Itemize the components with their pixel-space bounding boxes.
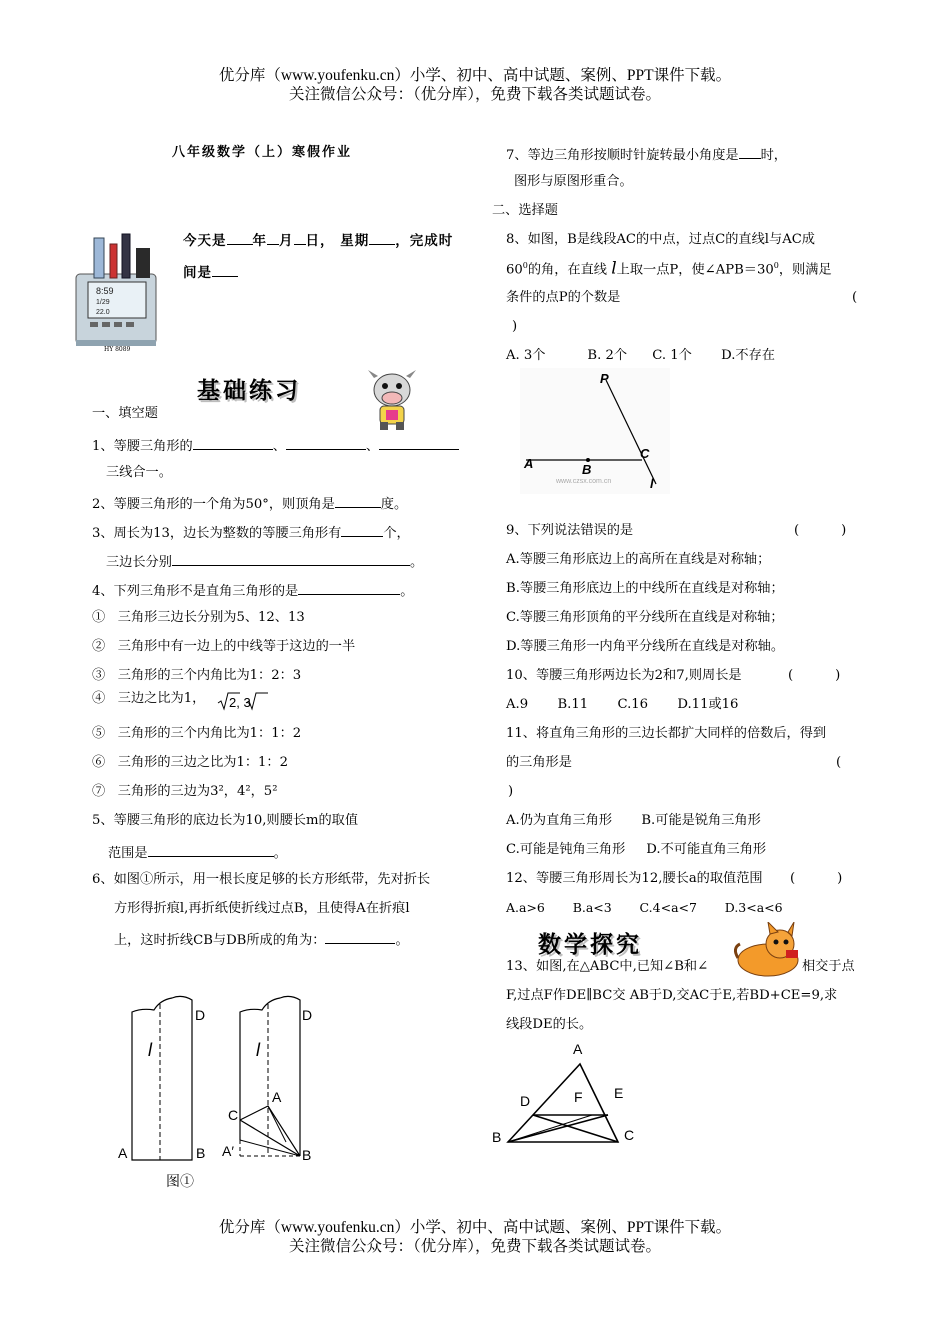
banner-math-explore: 数学探究 [538, 932, 642, 958]
question-2: 2、等腰三角形的一个角为50°，则顶角是 度。 [92, 493, 407, 514]
q4-option-2: ② 三角形中有一边上的中线等于这边的一半 [92, 639, 356, 654]
fig13-label-C: C [624, 1127, 635, 1143]
fig8-watermark: www.czsx.com.cn [556, 478, 612, 485]
fig13-label-F: F [574, 1089, 583, 1105]
question-8-line-3: 条件的点P的个数是 [506, 290, 621, 305]
clock-caption: HY 8089 [104, 346, 131, 353]
q4-option-3: ③ 三角形的三个内角比为1：2：3 [92, 668, 302, 683]
q4-option-5: ⑤ 三角形的三个内角比为1：1：2 [92, 726, 302, 741]
svg-text:22.0: 22.0 [96, 309, 110, 316]
question-12-paren: ( ) [790, 871, 843, 886]
q4-radicals-text: 2, 3 [229, 695, 251, 710]
fig1-label-A2: A [272, 1089, 282, 1105]
fig1-label-Aprime: A′ [222, 1143, 234, 1159]
section-multiple-choice: 二、选择题 [492, 203, 558, 218]
fig1-label-B1: B [196, 1145, 206, 1161]
question-8: 8、如图，B是线段AC的中点，过点C的直线l与AC成 [506, 232, 815, 247]
header-line-1: 优分库（www.youfenku.cn）小学、初中、高中试题、案例、PPT课件下载。 [218, 67, 732, 84]
banner-basic-practice: 基础练习 [197, 378, 301, 404]
question-1: 1、等腰三角形的 、 、 [92, 435, 459, 456]
question-3-tail: 三边长分别 。 [106, 551, 423, 572]
fig1-label-l2: l [256, 1040, 260, 1060]
q4-radicals [216, 690, 272, 714]
question-6-line-3: 上，这时折线CB与DB所成的角为： 。 [114, 929, 409, 950]
question-8-line-2: $60^0$的角，在直线 l上取一点P，使$\angle APB=30^0$，则满足 [506, 258, 832, 279]
question-11-line-2: 的三角形是 [506, 755, 572, 770]
fig1-label-C: C [228, 1107, 239, 1123]
q4-option-1: ① 三角形三边长分别为5、12、13 [92, 610, 305, 625]
cat-mascot-image [732, 922, 802, 980]
q4-option-7: ⑦ 三角形的三边为3²，4²，5² [92, 784, 278, 799]
fig13-label-E: E [614, 1085, 624, 1101]
question-9-paren: ( ) [794, 523, 847, 538]
cow-mascot-image [364, 368, 420, 432]
question-1-tail: 三线合一。 [106, 465, 172, 480]
q4-option-6: ⑥ 三角形的三边之比为1：1：2 [92, 755, 288, 770]
svg-text:1/29: 1/29 [96, 299, 110, 306]
footer-line-1: 优分库（www.youfenku.cn）小学、初中、高中试题、案例、PPT课件下载。 [218, 1219, 732, 1236]
question-11-paren-left: ( [836, 755, 842, 770]
question-5: 5、等腰三角形的底边长为10,则腰长m的取值 [92, 813, 359, 828]
figure-8 [520, 368, 670, 494]
question-9: 9、下列说法错误的是 [506, 523, 634, 538]
fig8-label-P: P [600, 371, 609, 386]
question-10: 10、等腰三角形两边长为2和7,则周长是 [506, 668, 742, 683]
question-8-paren-right: ) [512, 319, 518, 334]
question-13-line-3: 线段DE的长。 [506, 1017, 593, 1032]
figure-1-caption: 图① [166, 1174, 194, 1190]
question-11-choices-2: C.可能是钝角三角形 D.不可能直角三角形 [506, 842, 767, 857]
fig8-label-B: B [582, 462, 592, 477]
question-12-choices: A.a>6 B.a<3 C.4<a<7 D.3<a<6 [506, 900, 783, 915]
question-10-choices: A.9 B.11 C.16 D.11或16 [506, 697, 739, 712]
question-7-tail: 图形与原图形重合。 [514, 174, 633, 189]
q9-option-c: C.等腰三角形顶角的平分线所在直线是对称轴； [506, 610, 784, 625]
question-4: 4、下列三角形不是直角三角形的是 。 [92, 580, 413, 601]
question-3: 3、周长为13，边长为整数的等腰三角形有 个， [92, 522, 410, 543]
fig13-label-A: A [573, 1041, 583, 1057]
q9-option-a: A.等腰三角形底边上的高所在直线是对称轴； [506, 552, 771, 567]
question-8-paren-left: ( [852, 290, 858, 305]
fig8-label-A: A [524, 456, 534, 471]
fig1-label-A1: A [118, 1145, 128, 1161]
fig13-label-B: B [492, 1129, 502, 1145]
date-line: 今天是 年 月 日， 星期 ，完成时 [183, 230, 453, 250]
fig1-label-B2: B [302, 1147, 312, 1163]
question-12: 12、等腰三角形周长为12,腰长a的取值范围 [506, 871, 763, 886]
question-13-line-2: F,过点F作DE∥BC交 AB于D,交AC于E,若BD+CE=9,求 [506, 988, 838, 1003]
fig8-label-C: C [640, 446, 650, 461]
svg-text:8:59: 8:59 [96, 286, 114, 296]
question-11-paren-right: ) [508, 784, 514, 799]
question-6-line-2: 方形得折痕l,再折纸使折线过点B，且使得A在折痕l [114, 901, 410, 916]
figure-1-paper-fold [112, 990, 332, 1190]
date-line-2: 间是 [183, 262, 238, 282]
fig8-label-l: l [650, 476, 654, 491]
header-line-2: 关注微信公众号：（优分库），免费下载各类试题试卷。 [288, 86, 661, 103]
page-title: 八年级数学（上）寒假作业 [172, 145, 353, 160]
q4-option-4: ④ 三边之比为1， [92, 691, 206, 706]
q9-option-b: B.等腰三角形底边上的中线所在直线是对称轴； [506, 581, 784, 596]
question-10-paren: ( ) [788, 668, 841, 683]
clock-pen-holder-image [66, 232, 170, 360]
question-6: 6、如图①所示，用一根长度足够的长方形纸带，先对折长 [92, 872, 431, 887]
figure-13-triangle [488, 1036, 648, 1154]
footer-line-2: 关注微信公众号：（优分库），免费下载各类试题试卷。 [288, 1238, 661, 1255]
question-11: 11、将直角三角形的三边长都扩大同样的倍数后，得到 [506, 726, 827, 741]
fig1-label-D2: D [302, 1007, 313, 1023]
question-7: 7、等边三角形按顺时针旋转最小角度是 时， [506, 144, 787, 165]
question-13-tail-1: 相交于点 [802, 959, 855, 974]
section-fill-in: 一、填空题 [92, 406, 158, 421]
question-8-choices: A. 3个 B. 2个 C. 1个 D.不存在 [506, 348, 775, 363]
question-5-tail: 范围是 。 [108, 842, 287, 863]
fig1-label-D1: D [195, 1007, 206, 1023]
fig13-label-D: D [520, 1093, 531, 1109]
fig1-label-l1: l [148, 1040, 152, 1060]
q9-option-d: D.等腰三角形一内角平分线所在直线是对称轴。 [506, 639, 785, 654]
question-11-choices-1: A.仍为直角三角形 B.可能是锐角三角形 [506, 813, 761, 828]
question-13: 13、如图,在△ABC中,已知∠B和∠ [506, 959, 709, 974]
